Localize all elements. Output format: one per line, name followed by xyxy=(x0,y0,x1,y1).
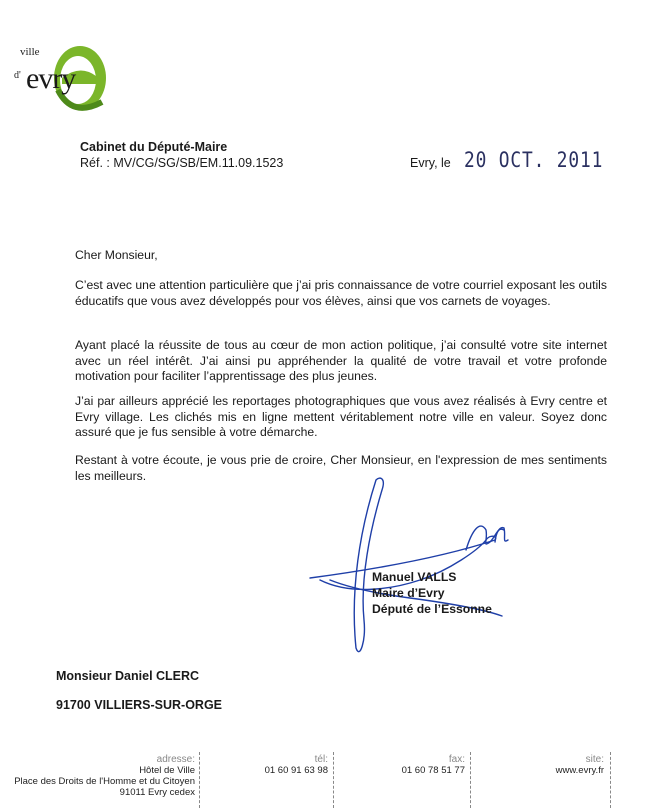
logo-evry-text: evry xyxy=(26,62,76,95)
sender-office: Cabinet du Député-Maire xyxy=(80,140,228,154)
paragraph-3: J’ai par ailleurs apprécié les reportages photographiques que vous avez réalisés à Evry centre et Evry village. Les clichés mis en ligne mettent véritablement notre ville en valeur. Soyez donc assuré que je fus sensible à votre démarche. xyxy=(75,394,607,439)
place-label: Evry, le xyxy=(410,156,451,170)
footer-tel-label: tél: xyxy=(314,754,328,765)
recipient-name: Monsieur Daniel CLERC xyxy=(56,669,200,683)
signatory-name: Manuel VALLS xyxy=(372,570,457,584)
footer-site-link[interactable]: www.evry.fr xyxy=(555,765,604,776)
paragraph-1: C’est avec une attention particulière que j’ai pris connaissance de votre courriel exposant les outils éducatifs que vous avez développés pour vos élèves, ainsi que vos carnets de voyages. xyxy=(75,278,607,308)
paragraph-4: Restant à votre écoute, je vous prie de croire, Cher Monsieur, en l'expression de mes sentiments les meilleurs. xyxy=(75,453,607,483)
greeting: Cher Monsieur, xyxy=(75,248,158,262)
footer-divider xyxy=(333,752,334,808)
footer-divider xyxy=(470,752,471,808)
footer-fax-value: 01 60 78 51 77 xyxy=(401,765,465,776)
footer-fax-label: fax: xyxy=(448,754,465,765)
date-stamp: 20 OCT. 2011 xyxy=(464,148,604,172)
footer-divider xyxy=(610,752,611,808)
recipient-city: 91700 VILLIERS-SUR-ORGE xyxy=(56,698,223,712)
footer-address-line: 91011 Evry cedex xyxy=(119,787,195,798)
footer-address-line: Hôtel de Ville xyxy=(139,765,195,776)
signatory-title-mayor: Maire d’Evry xyxy=(372,586,445,600)
paragraph-2: Ayant placé la réussite de tous au cœur de mon action politique, j’ai consulté votre site internet avec un réel intérêt. J’ai ainsi pu appréhender la qualité de votre travail et votre profonde motivation pour faciliter l’apprentissage des plus jeunes. xyxy=(75,338,607,383)
signatory-title-deputy: Député de l’Essonne xyxy=(372,602,492,616)
reference-number: Réf. : MV/CG/SG/SB/EM.11.09.1523 xyxy=(80,156,284,170)
logo-d-text: d' xyxy=(14,70,21,81)
footer-address-label: adresse: xyxy=(156,754,195,765)
logo-ville-text: ville xyxy=(20,46,40,58)
footer-address-line: Place des Droits de l'Homme et du Citoyen xyxy=(14,776,195,787)
footer-tel-value: 01 60 91 63 98 xyxy=(264,765,328,776)
footer-site-label: site: xyxy=(585,754,604,765)
footer-divider xyxy=(199,752,200,808)
